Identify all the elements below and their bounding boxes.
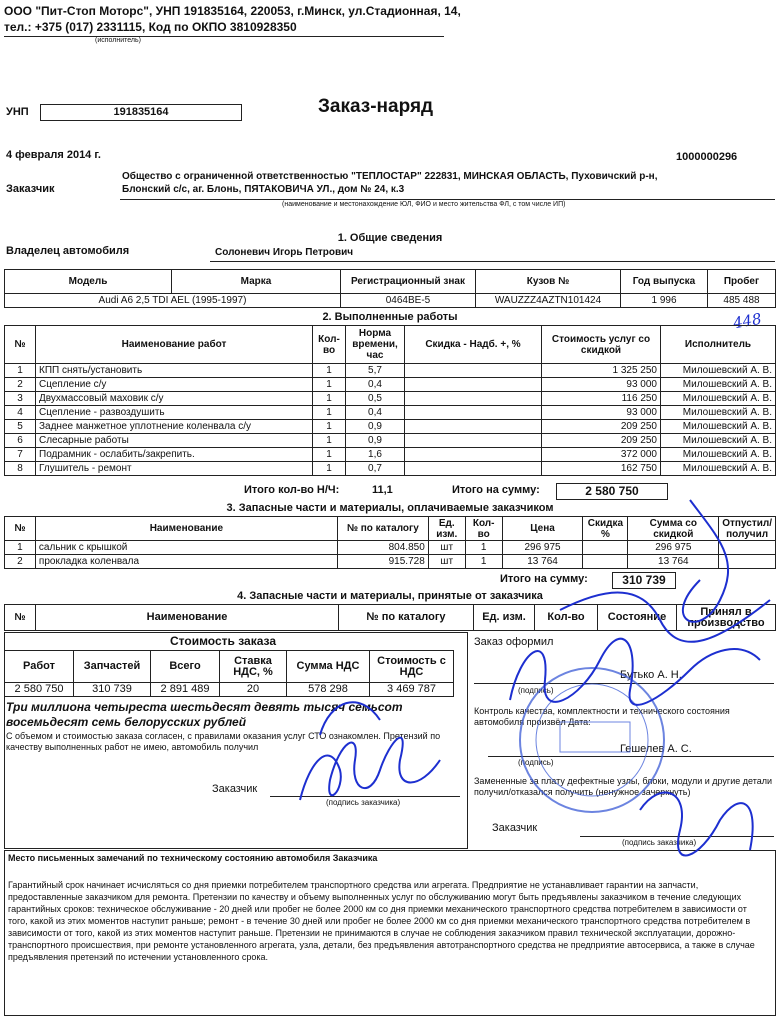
issued-label: Заказ оформил: [474, 636, 554, 648]
col-qty: Кол-во: [313, 326, 346, 364]
cost-table: [4, 650, 454, 697]
work-cell: 116 250: [542, 392, 661, 406]
work-cell: 6: [5, 434, 36, 448]
part-cell: 915.728: [337, 555, 428, 569]
work-cell: 7: [5, 448, 36, 462]
part-cell: сальник с крышкой: [35, 541, 337, 555]
works-table: [4, 325, 776, 476]
work-cell: Заднее манжетное уплотнение коленвала с/у: [36, 420, 313, 434]
work-cell: [405, 364, 542, 378]
work-cell: 1: [313, 392, 346, 406]
work-cell: 372 000: [542, 448, 661, 462]
customer-sign-caption: (подпись заказчика): [326, 798, 401, 807]
work-row: [5, 378, 776, 392]
work-cell: Милошевский А. В.: [661, 364, 776, 378]
owner-label: Владелец автомобиля: [6, 245, 130, 257]
general-title: 1. Общие сведения: [337, 232, 443, 244]
col-executor: Исполнитель: [661, 326, 776, 364]
work-cell: 1: [313, 420, 346, 434]
col-qty: Кол-во: [465, 517, 502, 541]
cost-vat-rate: 20: [220, 683, 287, 697]
col-part-name: Наименование: [35, 517, 337, 541]
work-cell: Глушитель - ремонт: [36, 462, 313, 476]
work-cell: 1: [313, 448, 346, 462]
col-cost: Стоимость услуг со скидкой: [542, 326, 661, 364]
work-cell: 1: [313, 434, 346, 448]
customer-agreement: С объемом и стоимостью заказа согласен, с правилами оказания услуг СТО ознакомлен. Претензий по качеству выполненных работ не имею, автомобиль получил: [6, 731, 441, 752]
work-cell: 1: [313, 462, 346, 476]
works-title: 2. Выполненные работы: [322, 311, 458, 323]
owner-value: Солоневич Игорь Петрович: [215, 247, 354, 258]
company-line-1: ООО "Пит-Стоп Моторс", УНП 191835164, 220053, г.Минск, ул.Стадионная, 14,: [4, 4, 461, 18]
part-cell: 804.850: [337, 541, 428, 555]
quality-control-text: Контроль качества, комплектности и технического состояния автомобиля произвёл Дата:: [474, 706, 730, 727]
work-cell: Милошевский А. В.: [661, 448, 776, 462]
work-cell: 1,6: [346, 448, 405, 462]
work-cell: 209 250: [542, 420, 661, 434]
col-released: Отпустил/ получил: [719, 517, 776, 541]
col-year: Год выпуска: [621, 270, 708, 294]
cost-works: 2 580 750: [5, 683, 74, 697]
work-cell: Двухмассовый маховик с/у: [36, 392, 313, 406]
vehicle-mileage-cell: 485 488: [708, 294, 776, 308]
parts-total-label: Итого на сумму:: [500, 573, 588, 585]
col-cost-with-vat: Стоимость с НДС: [370, 651, 454, 683]
unp-value: 191835164: [40, 104, 242, 121]
work-cell: Милошевский А. В.: [661, 420, 776, 434]
issued-sign-caption: (подпись): [518, 686, 554, 695]
col-no: №: [5, 326, 36, 364]
work-row: [5, 364, 776, 378]
quality-sign-caption: (подпись): [518, 758, 554, 767]
works-total-label: Итого на сумму:: [452, 484, 540, 496]
work-row: [5, 434, 776, 448]
vehicle-year-cell: 1 996: [621, 294, 708, 308]
customer-sign-label: Заказчик: [212, 783, 258, 795]
part-row: [5, 541, 776, 555]
part-cell: 13 764: [502, 555, 583, 569]
replaced-parts-text: Замененные за плату дефектные узлы, блоки, модули и другие детали получил/отказался получить (ненужное зачеркнуть): [474, 776, 772, 797]
vehicle-table: [4, 269, 776, 308]
parts-total: 310 739: [612, 572, 676, 589]
part-cell: 1: [5, 541, 36, 555]
company-line-2: тел.: +375 (017) 2331115, Код по ОКПО 3810928350: [4, 20, 297, 34]
work-cell: [405, 434, 542, 448]
cost-title: Стоимость заказа: [170, 634, 277, 648]
work-cell: [405, 448, 542, 462]
part-cell: 296 975: [628, 541, 719, 555]
col-reg-plate: Регистрационный знак: [341, 270, 476, 294]
col-catalog-no: № по каталогу: [339, 605, 474, 631]
work-cell: Милошевский А. В.: [661, 406, 776, 420]
col-parts: Запчастей: [74, 651, 151, 683]
part-cell: [719, 555, 776, 569]
col-catalog-no: № по каталогу: [337, 517, 428, 541]
work-row: [5, 448, 776, 462]
part-cell: [583, 555, 628, 569]
part-cell: 13 764: [628, 555, 719, 569]
work-cell: [405, 392, 542, 406]
work-cell: 0,7: [346, 462, 405, 476]
work-cell: 3: [5, 392, 36, 406]
work-row: [5, 406, 776, 420]
col-vat-rate: Ставка НДС, %: [220, 651, 287, 683]
right-customer-label: Заказчик: [492, 822, 538, 834]
col-no: №: [5, 605, 36, 631]
work-cell: Слесарные работы: [36, 434, 313, 448]
part-cell: 1: [465, 555, 502, 569]
col-work-name: Наименование работ: [36, 326, 313, 364]
work-cell: Милошевский А. В.: [661, 434, 776, 448]
work-row: [5, 392, 776, 406]
col-price: Цена: [502, 517, 583, 541]
parts-customer-table: [4, 604, 776, 631]
work-cell: 162 750: [542, 462, 661, 476]
part-cell: 1: [465, 541, 502, 555]
issued-name: Бутько А. Н.: [620, 669, 682, 681]
customer-caption: (наименование и местонахождение ЮЛ, ФИО и место жительства ФЛ, с том числе ИП): [282, 201, 566, 208]
customer-line-2: Блонский с/с, аг. Блонь, ПЯТАКОВИЧА УЛ., дом № 24, к.3: [122, 184, 405, 195]
part-cell: прокладка коленвала: [35, 555, 337, 569]
part-cell: шт: [428, 541, 465, 555]
work-cell: 5: [5, 420, 36, 434]
work-cell: [405, 406, 542, 420]
col-works: Работ: [5, 651, 74, 683]
total-hours-label: Итого кол-во Н/Ч:: [244, 484, 340, 496]
cost-vat-sum: 578 298: [287, 683, 370, 697]
work-cell: 1: [5, 364, 36, 378]
executor-caption: (исполнитель): [95, 37, 141, 44]
work-cell: Милошевский А. В.: [661, 378, 776, 392]
work-cell: Милошевский А. В.: [661, 462, 776, 476]
parts-paid-title: 3. Запасные части и материалы, оплачиваемые заказчиком: [226, 502, 554, 514]
col-discount: Скидка %: [583, 517, 628, 541]
mileage-handwritten-note: 448: [731, 309, 763, 333]
work-cell: 209 250: [542, 434, 661, 448]
work-cell: 2: [5, 378, 36, 392]
cost-with-vat: 3 469 787: [370, 683, 454, 697]
work-cell: Милошевский А. В.: [661, 392, 776, 406]
work-cell: 1: [313, 364, 346, 378]
doc-date: 4 февраля 2014 г.: [6, 149, 101, 161]
work-cell: Сцепление с/у: [36, 378, 313, 392]
unp-label: УНП: [6, 106, 29, 118]
customer-line-1: Общество с ограниченной ответственностью "ТЕПЛОСТАР" 222831, МИНСКАЯ ОБЛАСТЬ, Пуховичский р-н,: [122, 171, 658, 182]
part-cell: [583, 541, 628, 555]
col-model: Модель: [5, 270, 172, 294]
amount-in-words: Три миллиона четыреста шестьдесят девять тысяч семьсот восемьдесят семь белорусских рублей: [6, 700, 403, 729]
customer-label: Заказчик: [6, 183, 55, 195]
work-cell: 5,7: [346, 364, 405, 378]
col-norm-hours: Норма времени, час: [346, 326, 405, 364]
work-cell: 4: [5, 406, 36, 420]
work-cell: 0,4: [346, 406, 405, 420]
work-cell: 1: [313, 406, 346, 420]
doc-title: Заказ-наряд: [318, 96, 434, 117]
parts-paid-table: [4, 516, 776, 569]
col-brand: Марка: [172, 270, 341, 294]
work-cell: 93 000: [542, 406, 661, 420]
work-cell: Подрамник - ослабить/закрепить.: [36, 448, 313, 462]
cost-parts: 310 739: [74, 683, 151, 697]
vehicle-reg-plate-cell: 0464BE-5: [341, 294, 476, 308]
work-cell: 0,9: [346, 434, 405, 448]
work-cell: Сцепление - развоздушить: [36, 406, 313, 420]
work-row: [5, 420, 776, 434]
works-total-sum: 2 580 750: [556, 483, 668, 500]
work-cell: КПП снять/установить: [36, 364, 313, 378]
col-unit: Ед. изм.: [428, 517, 465, 541]
right-customer-caption: (подпись заказчика): [622, 838, 697, 847]
col-name: Наименование: [36, 605, 339, 631]
vehicle-body-cell: WAUZZZ4AZTN101424: [476, 294, 621, 308]
quality-control-name: Гешелев А. С.: [620, 743, 692, 755]
part-cell: 296 975: [502, 541, 583, 555]
work-cell: [405, 462, 542, 476]
work-cell: [405, 378, 542, 392]
col-unit: Ед. изм.: [474, 605, 535, 631]
work-cell: 1: [313, 378, 346, 392]
col-condition: Состояние: [598, 605, 677, 631]
work-cell: 1 325 250: [542, 364, 661, 378]
doc-number: 1000000296: [676, 151, 738, 163]
col-mileage: Пробег: [708, 270, 776, 294]
part-cell: 2: [5, 555, 36, 569]
col-qty: Кол-во: [535, 605, 598, 631]
cost-total: 2 891 489: [151, 683, 220, 697]
col-total: Всего: [151, 651, 220, 683]
parts-customer-title: 4. Запасные части и материалы, принятые от заказчика: [237, 590, 543, 602]
work-cell: 0,9: [346, 420, 405, 434]
work-cell: 8: [5, 462, 36, 476]
work-cell: 93 000: [542, 378, 661, 392]
vehicle-model-cell: Audi A6 2,5 TDI AEL (1995-1997): [5, 294, 341, 308]
col-sum: Сумма со скидкой: [628, 517, 719, 541]
part-cell: шт: [428, 555, 465, 569]
col-vat-sum: Сумма НДС: [287, 651, 370, 683]
part-cell: [719, 541, 776, 555]
col-accepted: Принял в производство: [677, 605, 776, 631]
work-cell: 0,4: [346, 378, 405, 392]
col-body: Кузов №: [476, 270, 621, 294]
work-cell: 0,5: [346, 392, 405, 406]
warranty-text: Гарантийный срок начинает исчисляться со дня приемки потребителем транспортного средства или агрегата. Предприятие не устанавливает гарантии на запчасти, предоставленные заказчиком для ремонта. Претензии по качеству и объему выполненных услуг по обслуживанию могут быть предъявлены заказчиком в течение следующих гарантийных сроков: техническое обслуживание - 20 дней или пробег не более 2000 км со дня приемки механического транспортного средства потребителем в зависимости от того, какой из этих моментов наступит раньше; ремонт - в течение 30 дней или пробег не более 2000 км со дня приемки механического транспортного средства потребителем в зависимости от того, какой из этих моментов наступит раньше. Претензии не принимаются в случае не соблюдения заказчиком правил технической эксплуатации, дорожно-транспортного происшествия, при ремонте установленного агрегата, узла, детали, без предъявления автотранспортного средства не предприятие автосервиса, а также в случае предъявления претензий по истечении установленного срока.: [8, 880, 755, 962]
remarks-title: Место письменных замечаний по техническому состоянию автомобиля Заказчика: [8, 853, 378, 863]
total-hours: 11,1: [372, 484, 393, 496]
part-row: [5, 555, 776, 569]
col-no: №: [5, 517, 36, 541]
work-row: [5, 462, 776, 476]
col-discount: Скидка - Надб. +, %: [405, 326, 542, 364]
work-cell: [405, 420, 542, 434]
